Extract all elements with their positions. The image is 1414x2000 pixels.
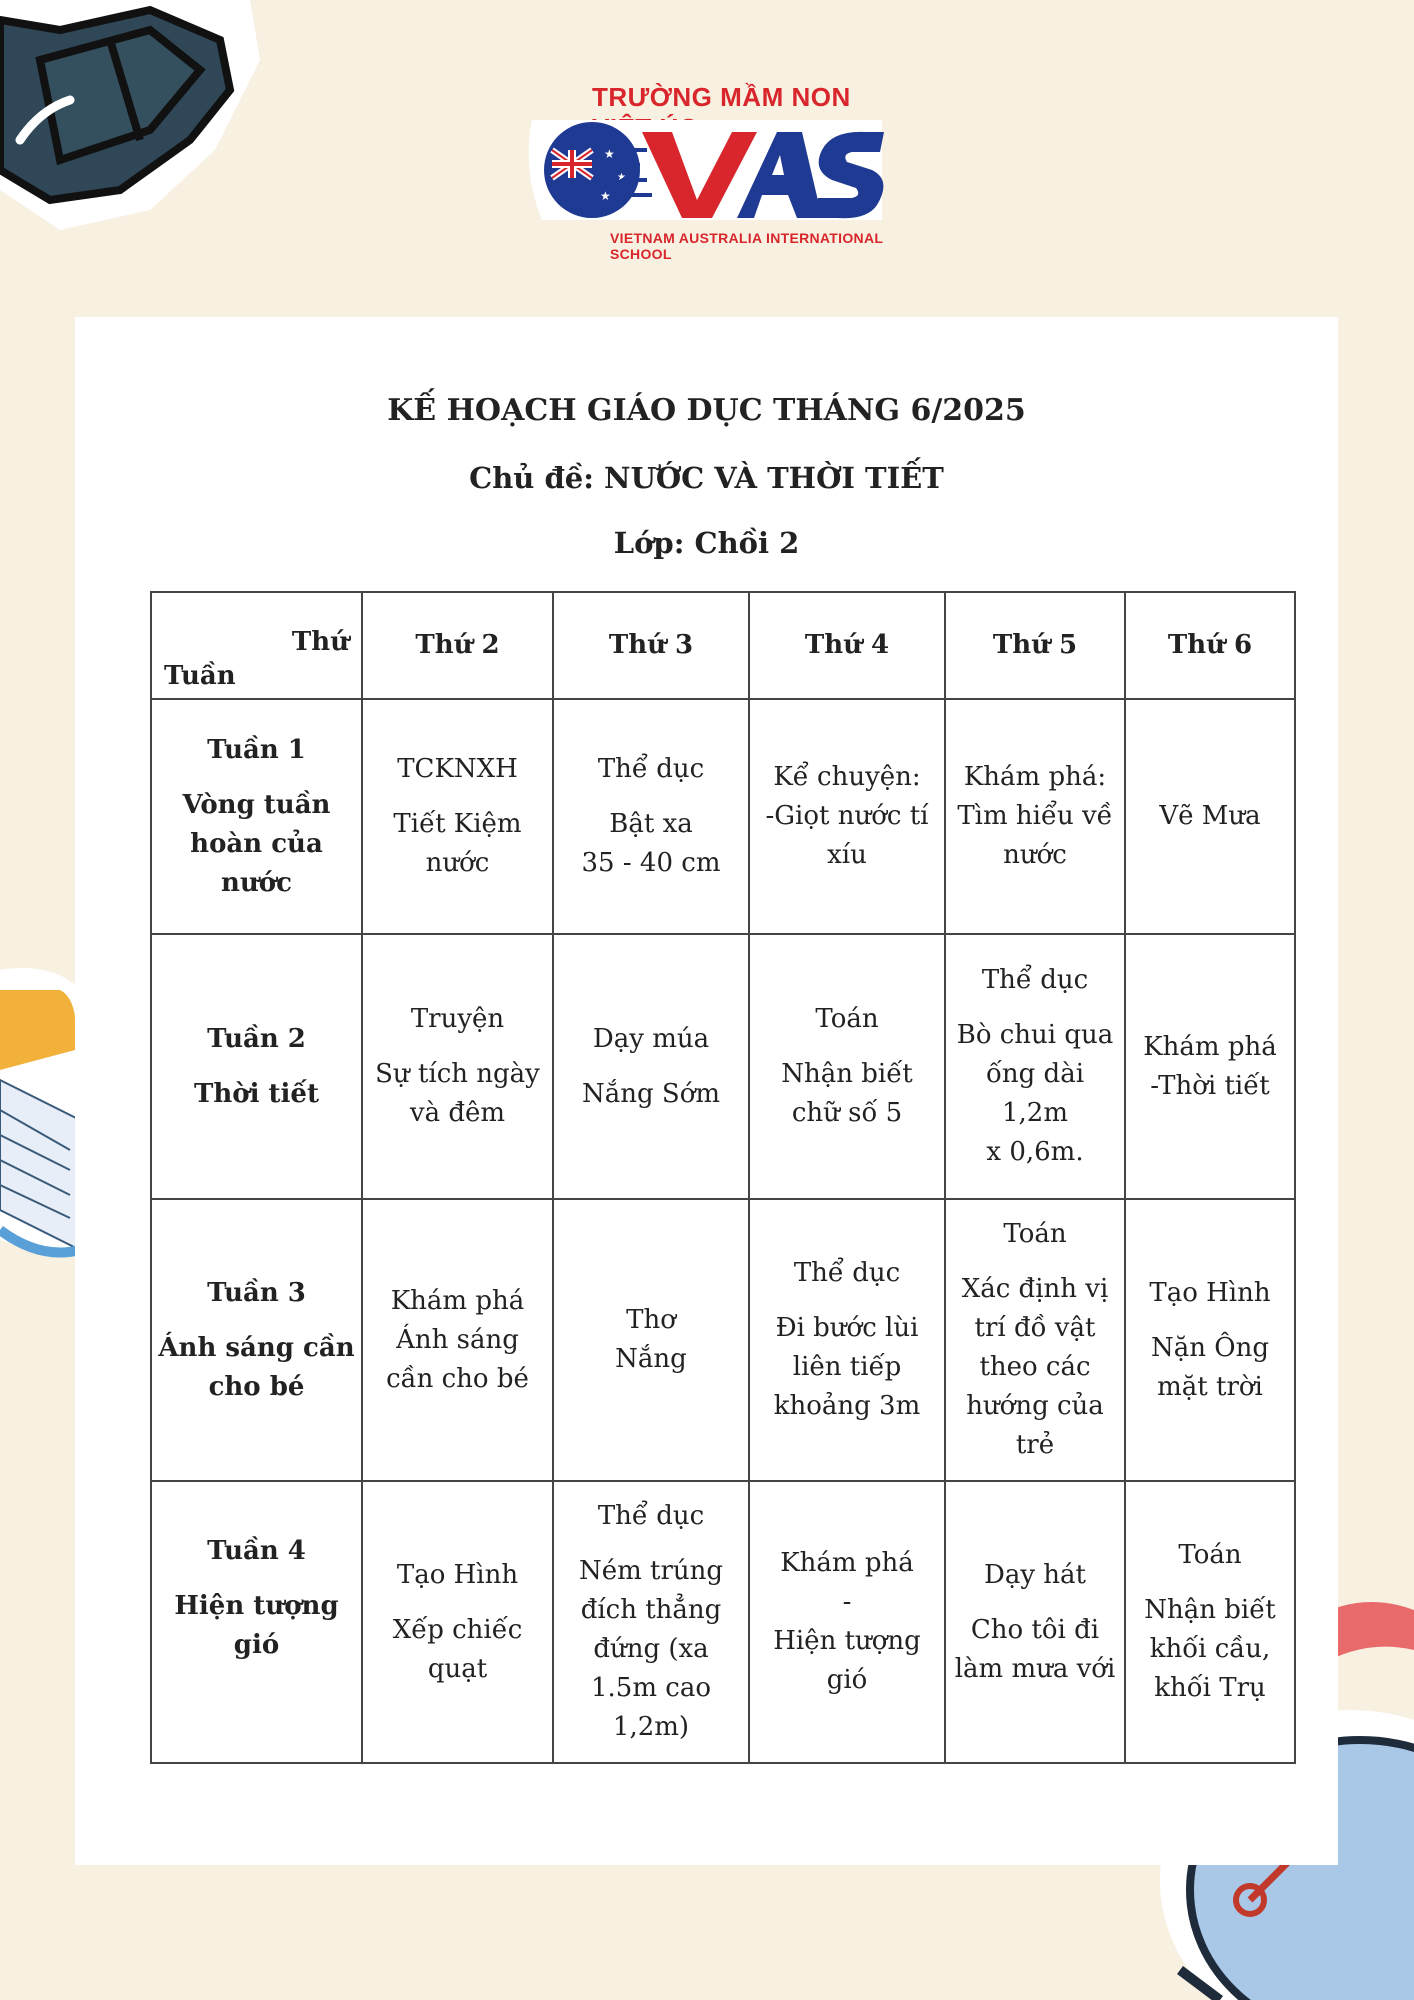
cell-text-line: 1,2m) xyxy=(612,1712,690,1742)
day-header: Thứ 4 xyxy=(749,592,945,699)
cell-text-line: trẻ xyxy=(1015,1430,1055,1460)
cell-text-line: Khám phá xyxy=(780,1548,914,1578)
cell-text-line: Xếp chiếc xyxy=(392,1614,523,1645)
cell-text-line: -Thời tiết xyxy=(1150,1070,1270,1101)
activity-cell xyxy=(1125,1199,1295,1481)
cell-text-line: Ánh sáng cần xyxy=(158,1332,355,1363)
cell-text-line: mặt trời xyxy=(1157,1371,1263,1402)
vas-logo-mark-icon xyxy=(522,110,892,230)
line-gap xyxy=(952,1595,1118,1611)
week-cell xyxy=(151,1199,362,1481)
activity-cell xyxy=(749,1199,945,1481)
line-gap xyxy=(369,1595,546,1611)
cell-text-line: đứng (xa xyxy=(593,1634,709,1664)
cell-text-line: Tuần 1 xyxy=(207,734,306,765)
table-row xyxy=(151,699,1295,934)
cell-text-line: Dạy hát xyxy=(984,1559,1086,1590)
line-gap xyxy=(1132,1575,1288,1591)
cell-text-line: liên tiếp xyxy=(792,1352,902,1382)
line-gap xyxy=(158,1697,355,1713)
cell-text-line: x 0,6m. xyxy=(986,1137,1084,1167)
line-gap xyxy=(756,1293,938,1309)
cell-text-line: Tạo Hình xyxy=(1149,1277,1271,1308)
corner-thu-label: Thứ xyxy=(291,627,349,657)
day-header: Thứ 6 xyxy=(1125,592,1295,699)
school-logo xyxy=(522,70,892,268)
cell-text-line: Nắng Sớm xyxy=(581,1078,721,1109)
week-cell xyxy=(151,934,362,1199)
activity-cell xyxy=(945,934,1125,1199)
cell-text-line: Hiện tượng xyxy=(174,1590,339,1621)
cell-text-line: Tuần 3 xyxy=(207,1277,306,1308)
cell-text-line: ống dài 1,2m xyxy=(985,1059,1085,1128)
cell-text-line: Tiết Kiệm xyxy=(393,809,522,839)
cell-text-line: Bật xa xyxy=(609,809,693,839)
cell-text-line: 1.5m cao xyxy=(591,1673,711,1703)
cell-text-line: chữ số 5 xyxy=(791,1098,903,1128)
cell-text-line: gió xyxy=(826,1665,868,1695)
activity-cell xyxy=(362,1481,553,1763)
document-title: KẾ HOẠCH GIÁO DỤC THÁNG 6/2025 xyxy=(387,393,1026,428)
svg-text:★: ★ xyxy=(600,189,611,203)
cell-text-line: Xác định vị xyxy=(961,1274,1109,1304)
cell-text-line: Nhận biết xyxy=(1144,1595,1276,1625)
cell-text-line: Kể chuyện: xyxy=(773,762,921,792)
cell-text-line: Ánh sáng xyxy=(396,1324,519,1355)
cell-text-line: cần cho bé xyxy=(386,1363,529,1394)
cell-text-line: - xyxy=(842,1587,852,1617)
cell-text-line: Toán xyxy=(815,1004,879,1034)
cell-text-line: Truyện xyxy=(410,1004,505,1034)
cell-text-line: TCKNXH xyxy=(397,754,518,784)
activity-cell xyxy=(553,1481,749,1763)
line-gap xyxy=(158,1571,355,1587)
cell-text-line: Thể dục xyxy=(597,754,705,784)
line-gap xyxy=(369,1039,546,1055)
plan-document xyxy=(75,317,1338,1865)
activity-cell xyxy=(1125,1481,1295,1763)
cell-text-line: khối Trụ xyxy=(1154,1673,1266,1703)
line-gap xyxy=(369,789,546,805)
cell-text-line: Đi bước lùi xyxy=(775,1313,919,1343)
activity-cell xyxy=(362,934,553,1199)
cell-text-line: Tuần 4 xyxy=(207,1535,306,1566)
activity-cell xyxy=(749,1481,945,1763)
corner-tuan-label: Tuần xyxy=(164,661,236,691)
cell-text-line: Khám phá: xyxy=(963,762,1107,792)
cell-text-line: nước xyxy=(1003,840,1067,870)
school-tagline: VIETNAM AUSTRALIA INTERNATIONAL SCHOOL xyxy=(610,230,883,262)
cell-text-line: hướng của xyxy=(966,1391,1104,1421)
cell-text-line: Tìm hiểu về xyxy=(957,801,1113,831)
cell-text-line: Toán xyxy=(1178,1540,1242,1570)
line-gap xyxy=(158,770,355,786)
cell-text-line: Thể dục xyxy=(981,965,1089,995)
document-topic: Chủ đề: NƯỚC VÀ THỜI TIẾT xyxy=(469,461,944,495)
cell-text-line: Khám phá xyxy=(390,1285,525,1316)
svg-text:★: ★ xyxy=(604,147,615,161)
cell-text-line: Sự tích ngày xyxy=(375,1059,540,1089)
day-header: Thứ 5 xyxy=(945,592,1125,699)
cell-text-line: Thơ xyxy=(626,1305,676,1335)
activity-cell xyxy=(1125,934,1295,1199)
line-gap xyxy=(560,789,742,805)
cell-text-line: Tạo Hình xyxy=(396,1559,519,1590)
backpack-sticker-icon xyxy=(0,0,280,240)
activity-cell xyxy=(362,699,553,934)
line-gap xyxy=(158,1313,355,1329)
day-header: Thứ 3 xyxy=(553,592,749,699)
line-gap xyxy=(158,1665,355,1681)
line-gap xyxy=(952,1000,1118,1016)
cell-text-line: -Giọt nước tí xyxy=(765,801,929,831)
table-row xyxy=(151,934,1295,1199)
activity-cell xyxy=(749,934,945,1199)
cell-text-line: quạt xyxy=(427,1653,488,1684)
cell-text-line: khối cầu, xyxy=(1149,1634,1271,1664)
line-gap xyxy=(560,1536,742,1552)
cell-text-line: Tuần 2 xyxy=(207,1023,306,1054)
cell-text-line: và đêm xyxy=(409,1098,506,1128)
cell-text-line: Hiện tượng xyxy=(773,1626,921,1656)
cell-text-line: Thời tiết xyxy=(194,1078,319,1109)
corner-header-cell xyxy=(151,592,362,699)
cell-text-line: 35 - 40 cm xyxy=(581,848,721,878)
line-gap xyxy=(158,1681,355,1697)
table-row xyxy=(151,1481,1295,1763)
document-class: Lớp: Chồi 2 xyxy=(613,526,800,560)
cell-text-line: Nắng xyxy=(615,1344,687,1374)
line-gap xyxy=(952,1254,1118,1270)
cell-text-line: Nặn Ông xyxy=(1151,1332,1269,1363)
activity-cell xyxy=(553,1199,749,1481)
line-gap xyxy=(756,1039,938,1055)
cell-text-line: Khám phá xyxy=(1143,1031,1277,1062)
day-header: Thứ 2 xyxy=(362,592,553,699)
cell-text-line: Ném trúng xyxy=(578,1556,724,1586)
cell-text-line: Thể dục xyxy=(597,1501,705,1531)
cell-text-line: Dạy múa xyxy=(592,1023,710,1054)
svg-text:★: ★ xyxy=(617,172,626,183)
line-gap xyxy=(560,1059,742,1075)
cell-text-line: Bò chui qua xyxy=(956,1020,1114,1050)
cell-text-line: làm mưa với xyxy=(954,1653,1116,1684)
activity-cell xyxy=(553,699,749,934)
activity-cell xyxy=(945,1199,1125,1481)
cell-text-line: khoảng 3m xyxy=(773,1391,921,1421)
cell-text-line: đích thẳng xyxy=(580,1595,722,1625)
cell-text-line: Vòng tuần xyxy=(182,789,331,820)
cell-text-line: Toán xyxy=(1003,1219,1067,1249)
line-gap xyxy=(1132,1313,1288,1329)
table-header-row xyxy=(151,592,1295,699)
cell-text-line: Thể dục xyxy=(793,1258,901,1288)
cell-text-line: trí đồ vật xyxy=(974,1313,1096,1343)
activity-cell xyxy=(553,934,749,1199)
cell-text-line: cho bé xyxy=(208,1371,305,1402)
cell-text-line: Vẽ Mưa xyxy=(1159,801,1261,831)
cell-text-line: Cho tôi đi xyxy=(970,1614,1100,1645)
cell-text-line: Nhận biết xyxy=(781,1059,913,1089)
cell-text-line: gió xyxy=(233,1629,280,1660)
activity-cell xyxy=(1125,699,1295,934)
activity-cell xyxy=(945,699,1125,934)
activity-cell xyxy=(362,1199,553,1481)
cell-text-line: hoàn của nước xyxy=(190,828,323,898)
week-cell xyxy=(151,699,362,934)
week-cell xyxy=(151,1481,362,1763)
activity-cell xyxy=(749,699,945,934)
education-plan-table xyxy=(150,591,1296,1764)
cell-text-line: xíu xyxy=(827,840,867,870)
school-name: TRƯỜNG MẦM NON xyxy=(592,82,851,112)
activity-cell xyxy=(945,1481,1125,1763)
cell-text-line: nước xyxy=(425,848,490,878)
cell-text-line: theo các xyxy=(979,1352,1091,1382)
table-row xyxy=(151,1199,1295,1481)
line-gap xyxy=(158,1059,355,1075)
